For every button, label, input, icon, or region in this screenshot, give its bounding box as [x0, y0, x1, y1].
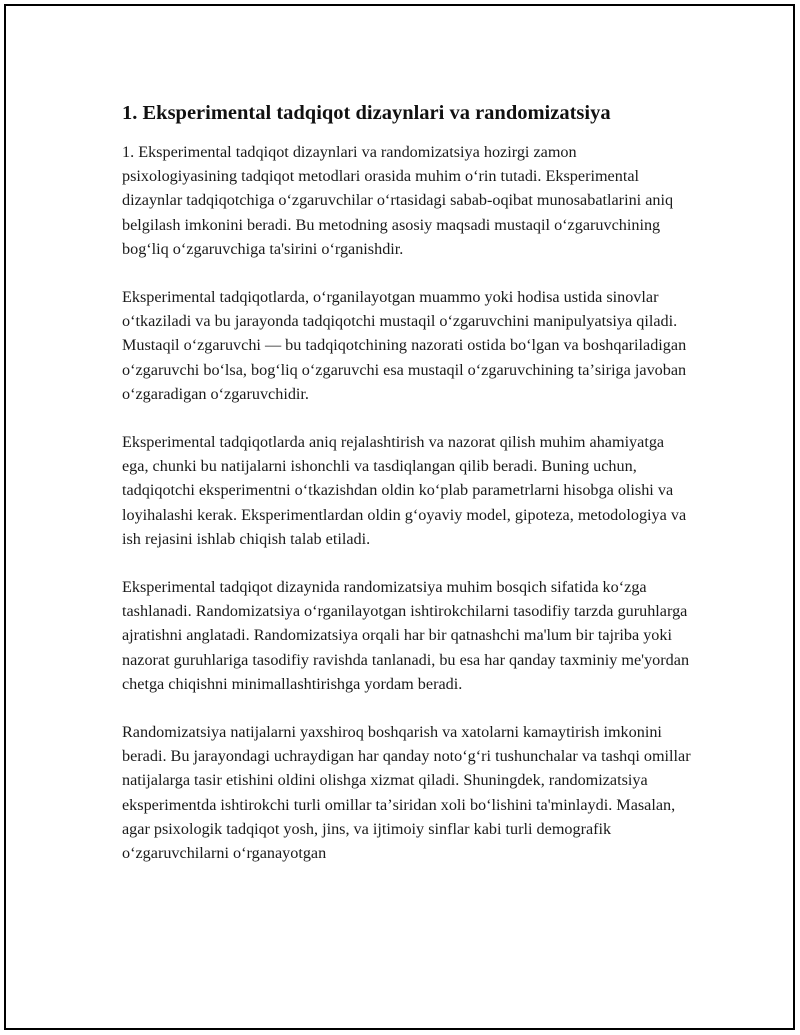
paragraph-1: 1. Eksperimental tadqiqot dizaynlari va randomizatsiya hozirgi zamon psixologiyasining tadqiqot metodlari orasida muhim oʻrin tutadi. Eksperimental dizaynlar tadqiqotchiga oʻzgaruvchilar oʻrtasidagi sabab-oqibat munosabatlarini aniq belgilash imkonini beradi. Bu metodning asosiy maqsadi mustaqil oʻzgaruvchining bogʻliq oʻzgaruvchiga ta'sirini oʻrganishdir.	[122, 143, 674, 258]
paragraph-5: Randomizatsiya natijalarni yaxshiroq boshqarish va xatolarni kamaytirish imkonini beradi. Bu jarayondagi uchraydigan har qanday notoʻgʻri tushunchalar va tashqi omillar natijalarga tasir etishini oldini olishga xizmat qiladi. Shuningdek, randomizatsiya eksperimentda ishtirokchi turli omillar taʼsiridan xoli boʻlishini ta'minlaydi. Masalan, agar psixologik tadqiqot yosh, jins, va ijtimoiy sinflar kabi turli demografik oʻzgaruvchilarni oʻrganayotgan	[122, 723, 691, 863]
page-frame	[4, 4, 795, 1030]
document-title: 1. Eksperimental tadqiqot dizaynlari va randomizatsiya	[122, 102, 611, 124]
document-body	[122, 100, 692, 889]
paragraph-3: Eksperimental tadqiqotlarda aniq rejalashtirish va nazorat qilish muhim ahamiyatga ega, chunki bu natijalarni ishonchli va tasdiqlangan qilib beradi. Buning uchun, tadqiqotchi eksperimentni oʻtkazishdan oldin koʻplab parametrlarni hisobga olishi va loyihalashi kerak. Eksperimentlardan oldin gʻoyaviy model, gipoteza, metodologiya va ish rejasini ishlab chiqish talab etiladi.	[122, 433, 687, 548]
paragraph-2: Eksperimental tadqiqotlarda, oʻrganilayotgan muammo yoki hodisa ustida sinovlar oʻtkaziladi va bu jarayonda tadqiqotchi mustaqil oʻzgaruvchini manipulyatsiya qiladi. Mustaqil oʻzgaruvchi — bu tadqiqotchining nazorati ostida boʻlgan va boshqariladigan oʻzgaruvchi boʻlsa, bogʻliq oʻzgaruvchi esa mustaqil oʻzgaruvchining taʼsiriga javoban oʻzgaradigan oʻzgaruvchidir.	[122, 288, 687, 403]
paragraph-4: Eksperimental tadqiqot dizaynida randomizatsiya muhim bosqich sifatida koʻzga tashlanadi. Randomizatsiya oʻrganilayotgan ishtirokchilarni tasodifiy tarzda guruhlarga ajratishni anglatadi. Randomizatsiya orqali har bir qatnashchi ma'lum bir tajriba yoki nazorat guruhlariga tasodifiy ravishda tanlanadi, bu esa har qanday taxminiy me'yordan chetga chiqishni minimallashtirishga yordam beradi.	[122, 578, 690, 693]
